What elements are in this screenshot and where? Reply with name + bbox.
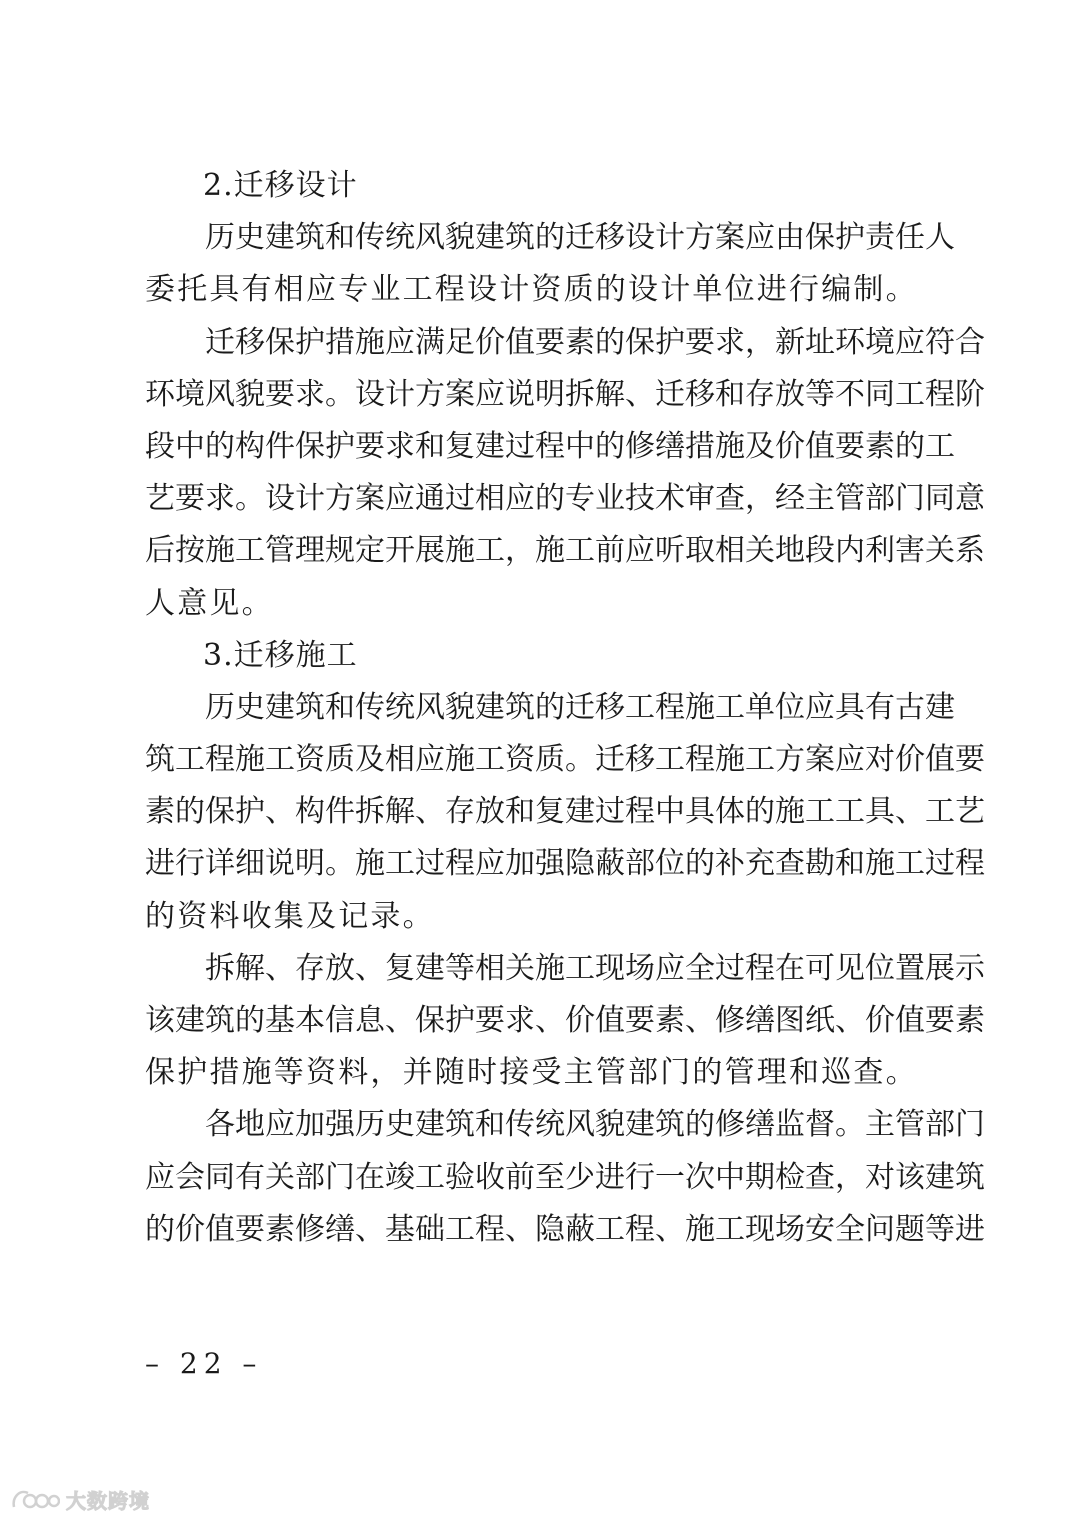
paragraph-line: 历史建筑和传统风貌建筑的迁移设计方案应由保护责任人: [205, 220, 955, 256]
paragraph-line: 委托具有相应专业工程设计资质的设计单位进行编制。: [145, 272, 918, 308]
document-body: [145, 160, 985, 1256]
page-number: – 22 –: [145, 1347, 263, 1380]
paragraph-line: 素的保护、构件拆解、存放和复建过程中具体的施工工具、工艺: [145, 794, 985, 830]
paragraph-line: 该建筑的基本信息、保护要求、价值要素、修缮图纸、价值要素: [145, 1003, 985, 1038]
paragraph-line: 历史建筑和传统风貌建筑的迁移工程施工单位应具有古建: [205, 689, 955, 725]
paragraph-line: 段中的构件保护要求和复建过程中的修缮措施及价值要素的工: [145, 428, 955, 464]
section-heading-migration-design: 2.迁移设计: [203, 168, 358, 203]
paragraph-line: 的价值要素修缮、基础工程、隐蔽工程、施工现场安全问题等进: [145, 1211, 985, 1247]
paragraph-line: 保护措施等资料，并随时接受主管部门的管理和巡查。: [145, 1055, 918, 1091]
watermark-text: 大数跨境: [66, 1488, 150, 1513]
paragraph-line: 后按施工管理规定开展施工，施工前应听取相关地段内利害关系: [145, 533, 985, 569]
paragraph-line: 拆解、存放、复建等相关施工现场应全过程在可见位置展示: [205, 950, 985, 986]
paragraph-line: 艺要求。设计方案应通过相应的专业技术审查，经主管部门同意: [145, 481, 985, 517]
paragraph-line: 环境风貌要求。设计方案应说明拆解、迁移和存放等不同工程阶: [145, 376, 985, 412]
paragraph-line: 应会同有关部门在竣工验收前至少进行一次中期检查，对该建筑: [145, 1159, 985, 1195]
paragraph-line: 进行详细说明。施工过程应加强隐蔽部位的补充查勘和施工过程: [145, 846, 985, 882]
paragraph-line: 的资料收集及记录。: [145, 898, 435, 934]
section-heading-migration-construction: 3.迁移施工: [203, 637, 358, 673]
paragraph-line: 迁移保护措施应满足价值要素的保护要求，新址环境应符合: [205, 324, 985, 360]
paragraph-line: 人意见。: [145, 585, 274, 621]
paragraph-line: 各地应加强历史建筑和传统风貌建筑的修缮监督。主管部门: [205, 1107, 985, 1143]
watermark: [10, 1482, 150, 1516]
paragraph-line: 筑工程施工资质及相应施工资质。迁移工程施工方案应对价值要: [145, 742, 985, 778]
watermark-logo-icon: [10, 1485, 60, 1513]
